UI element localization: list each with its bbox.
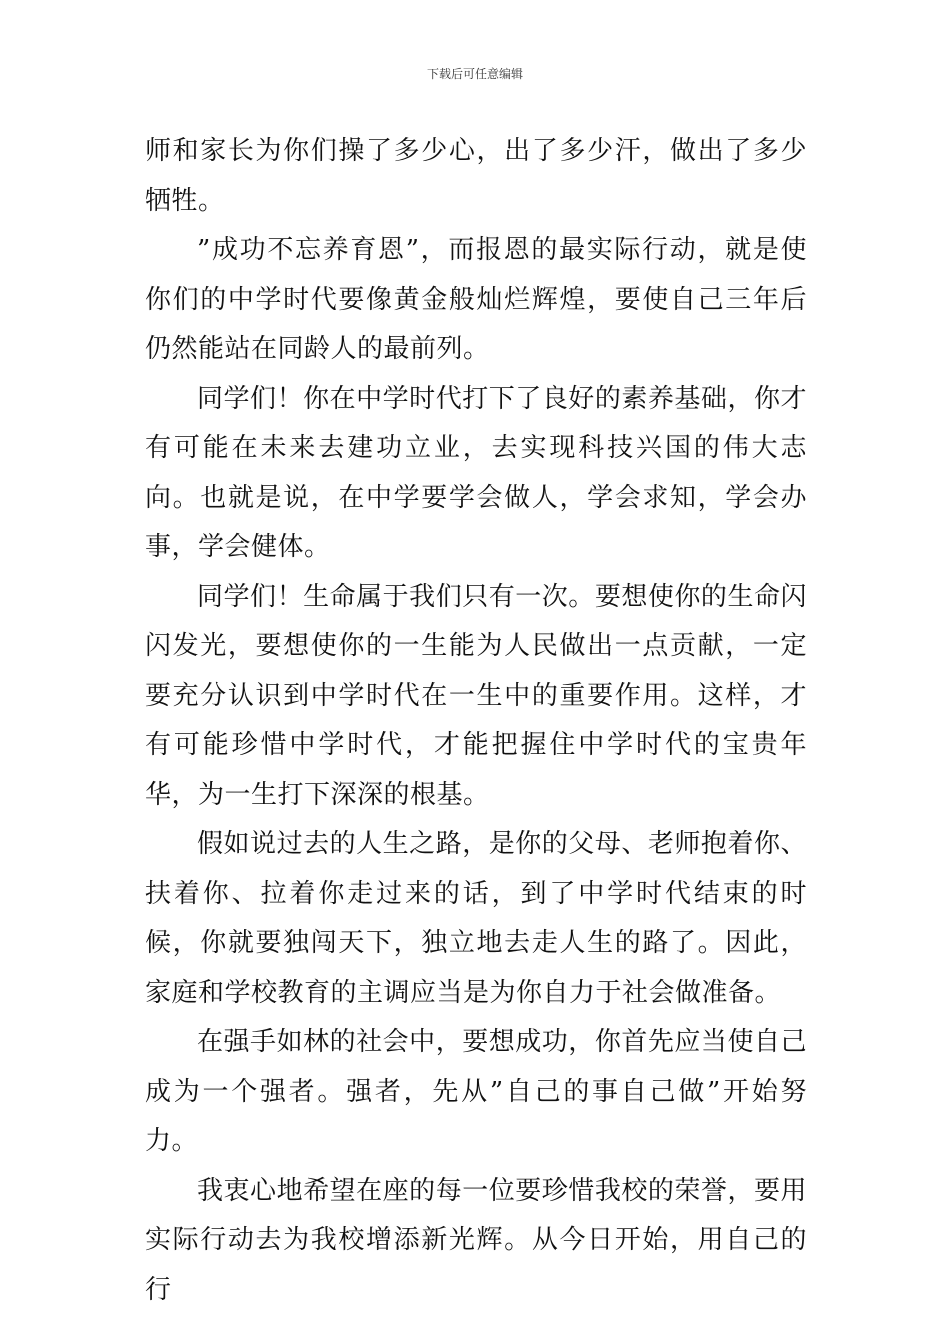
document-body — [145, 127, 807, 1315]
paragraph-1: 师和家长为你们操了多少心，出了多少汗，做出了多少牺牲。 — [145, 136, 807, 216]
paragraph-3: 同学们！你在中学时代打下了良好的素养基础，你才有可能在未来去建功立业，去实现科技兴国的伟大志向。也就是说，在中学要学会做人，学会求知，学会办事，学会健体。 — [145, 383, 807, 562]
paragraph-7: 我衷心地希望在座的每一位要珍惜我校的荣誉，要用实际行动去为我校增添新光辉。从今日开始，用自己的行 — [145, 1175, 807, 1305]
page-header: 下载后可任意编辑 — [426, 67, 523, 81]
paragraph-6: 在强手如林的社会中，要想成功，你首先应当使自己成为一个强者。强者，先从”自己的事自己做”开始努力。 — [145, 1027, 807, 1156]
paragraph-5: 假如说过去的人生之路，是你的父母、老师抱着你、扶着你、拉着你走过来的话，到了中学时代结束的时候，你就要独闯天下，独立地去走人生的路了。因此，家庭和学校教育的主调应当是为你自力于社会做准备。 — [145, 829, 807, 1008]
paragraph-4: 同学们！生命属于我们只有一次。要想使你的生命闪闪发光，要想使你的一生能为人民做出一点贡献，一定要充分认识到中学时代在一生中的重要作用。这样，才有可能珍惜中学时代，才能把握住中学时代的宝贵年华，为一生打下深深的根基。 — [145, 581, 807, 810]
paragraph-2: ”成功不忘养育恩”，而报恩的最实际行动，就是使你们的中学时代要像黄金般灿烂辉煌，要使自己三年后仍然能站在同龄人的最前列。 — [145, 235, 807, 364]
